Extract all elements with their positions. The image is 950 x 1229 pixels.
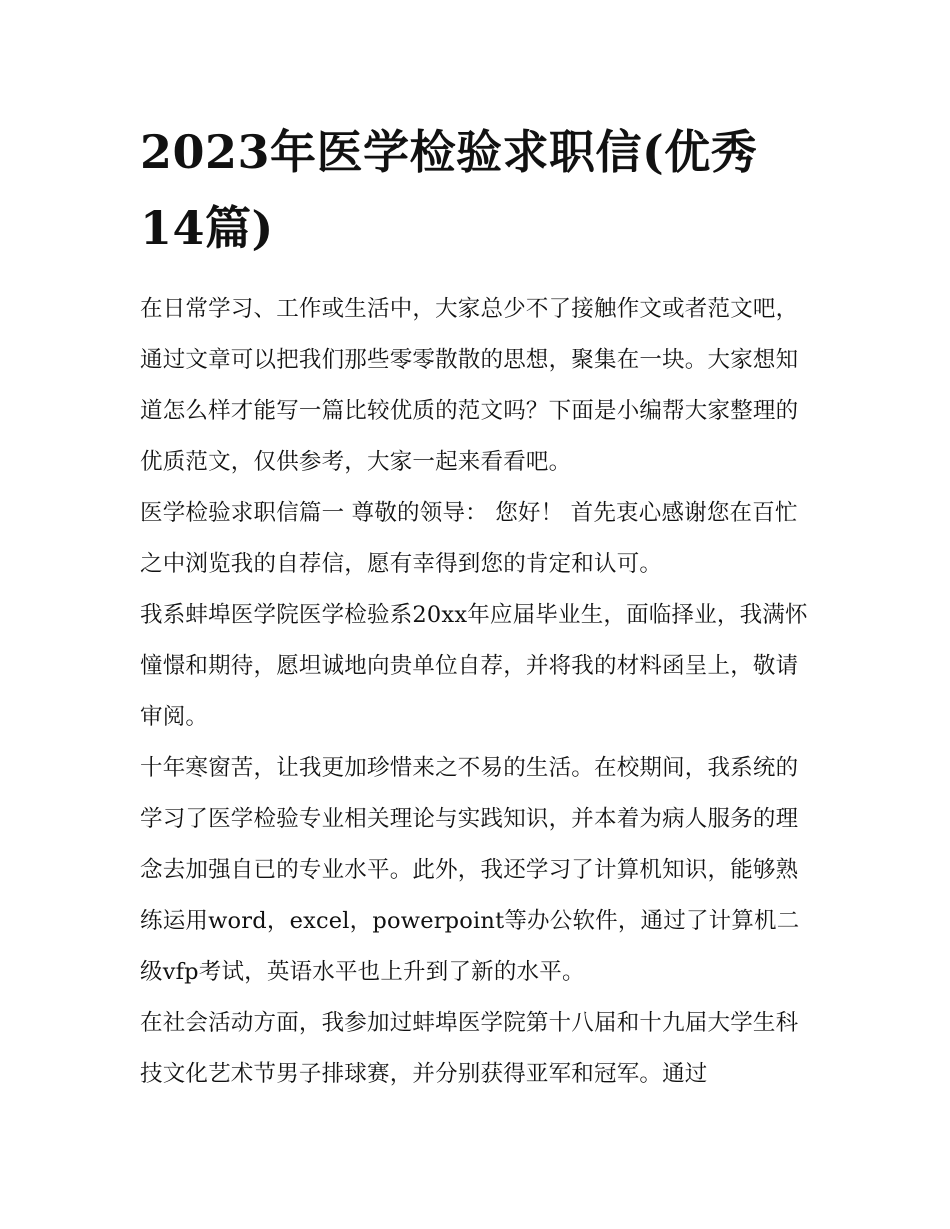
paragraph-self-introduction: 我系蚌埠医学院医学检验系20xx年应届毕业生，面临择业，我满怀憧憬和期待，愿坦诚地向贵单位自荐，并将我的材料函呈上，敬请审阅。 <box>140 602 808 730</box>
document-content <box>140 114 815 1100</box>
paragraph-study: 十年寒窗苦，让我更加珍惜来之不易的生活。在校期间，我系统的学习了医学检验专业相关理论与实践知识，并本着为病人服务的理念去加强自已的专业水平。此外，我还学习了计算机知识，能够熟练运用word，excel，powerpoint等办公软件，通过了计算机二级vfp考试，英语水平也上升到了新的水平。 <box>140 755 800 985</box>
paragraph-greeting: 医学检验求职信篇一 尊敬的领导： 您好！ 首先衷心感谢您在百忙之中浏览我的自荐信，愿有幸得到您的肯定和认可。 <box>140 500 798 577</box>
document-title: 2023年医学检验求职信(优秀14篇) <box>140 125 758 255</box>
document-body <box>140 284 815 1100</box>
paragraph-activities: 在社会活动方面，我参加过蚌埠医学院第十八届和十九届大学生科技文化艺术节男子排球赛，并分别获得亚军和冠军。通过 <box>140 1010 799 1087</box>
paragraph-intro: 在日常学习、工作或生活中，大家总少不了接触作文或者范文吧，通过文章可以把我们那些零零散散的思想，聚集在一块。大家想知道怎么样才能写一篇比较优质的范文吗？下面是小编帮大家整理的优质范文，仅供参考，大家一起来看看吧。 <box>140 296 799 475</box>
